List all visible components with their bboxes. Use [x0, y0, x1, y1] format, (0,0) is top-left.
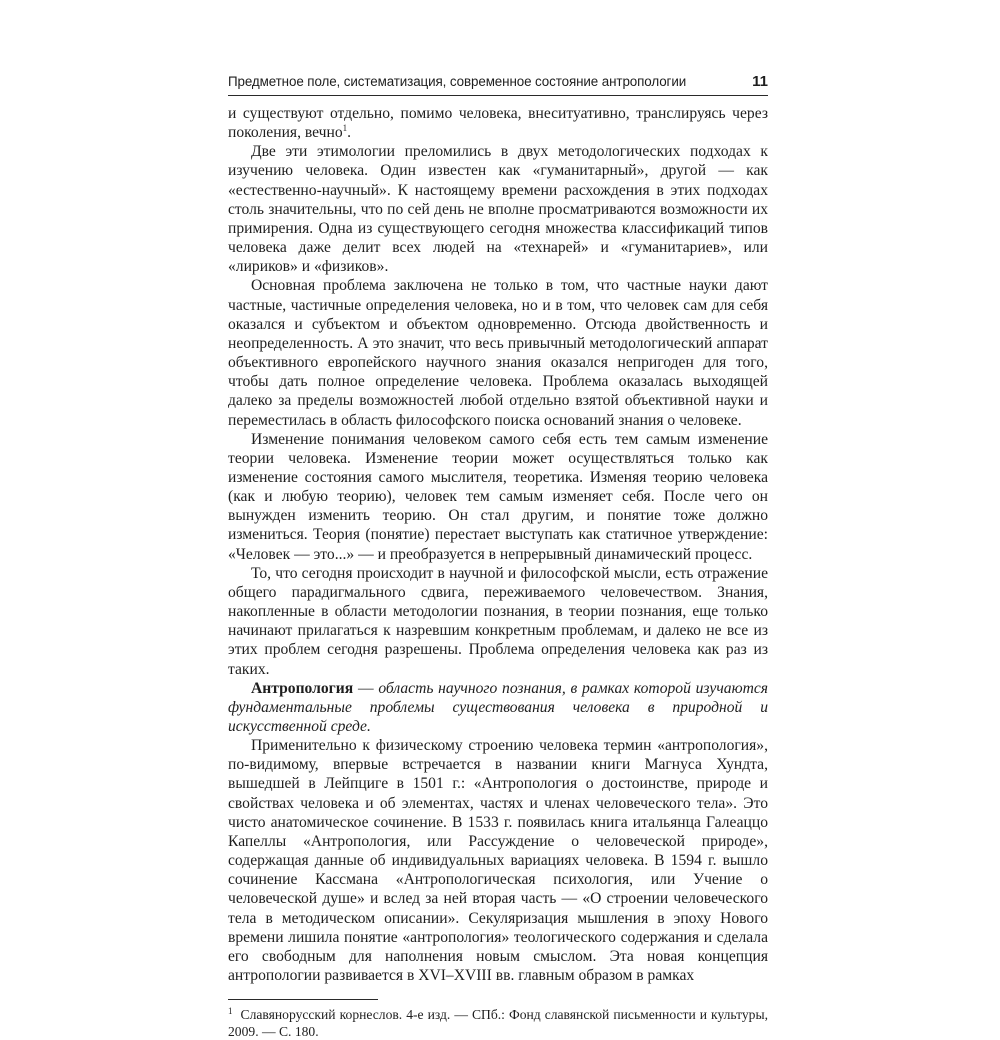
paragraph-text: Изменение понимания человеком самого себя есть тем самым изменение теории человека. Изменение теории может осуществляться только как изменение состояния самого мыслителя, теоретика. Изменяя теорию человека (как и любую теорию), человек тем самым изменяет себя. После чего он вынужден изменить теорию. Он стал другим, и понятие тоже должно измениться. Теория (понятие) перестает выступать как статичное утверждение: «Человек — это...» — и преобразуется в непрерывный динамический процесс. [228, 430, 768, 563]
definition-dash: — [353, 679, 379, 697]
paragraph [228, 276, 768, 429]
paragraph [228, 142, 768, 276]
running-header-title: Предметное поле, систематизация, современное состояние антропологии [228, 74, 687, 89]
footnote-text: Славянорусский корнеслов. 4-е изд. — СПб.: Фонд славянской письменности и культуры, 2009. — С. 180. [228, 1007, 768, 1040]
page-number: 11 [752, 73, 768, 90]
book-page [228, 74, 768, 1040]
definition-term: Антропология [251, 679, 354, 697]
footnote [228, 1006, 768, 1040]
paragraph [228, 564, 768, 679]
paragraph [228, 430, 768, 564]
paragraph-text: Две эти этимологии преломились в двух методологических подходах к изучению человека. Один известен как «гуманитарный», другой — как «естественно-научный». К настоящему времени расхождения в этих подходах столь значительны, что по сей день не вполне просматриваются возможности их примирения. Одна из существующего сегодня множества классификаций типов человека даже делит всех людей на «технарей» и «гуманитариев», или «лириков» и «физиков». [228, 143, 768, 276]
paragraph-text: и существуют отдельно, помимо человека, внеситуативно, транслируясь через поколения, вечно [228, 105, 768, 142]
definition-text: область научного познания, в рамках которой изучаются фундаментальные проблемы существования человека в природной и искусственной среде. [228, 679, 768, 735]
paragraph-text: То, что сегодня происходит в научной и философской мысли, есть отражение общего парадигмального сдвига, переживаемого человечеством. Знания, накопленные в области методологии познания, в теории познания, еще только начинают прилагаться к назревшим конкретным проблемам, и далеко не все из этих проблем сегодня разрешены. Проблема определения человека как раз из таких. [228, 564, 768, 678]
definition-paragraph [228, 679, 768, 736]
paragraph-text: Основная проблема заключена не только в том, что частные науки дают частные, частичные определения человека, но и в том, что человек сам для себя оказался и субъектом и объектом одновременно. Отсюда двойственность и неопределенность. А это значит, что весь привычный методологический аппарат объективного европейского научного знания оказался непригоден для того, чтобы дать полное определение человека. Проблема оказалась выходящей далеко за пределы возможностей любой отдельно взятой объективной науки и переместилась в область философского поиска оснований знания о человеке. [228, 277, 768, 429]
paragraph: и существуют отдельно, помимо человека, внеситуативно, транслируясь через поколения, вечно$^1$. [228, 105, 768, 142]
paragraph-text: Применительно к физическому строению человека термин «антропология», по-видимому, впервые встречается в названии книги Магнуса Хундта, вышедшей в Лейпциге в 1501 г.: «Антропология о достоинстве, природе и свойствах человека и об элементах, частях и членах человеческого тела». Это чисто анатомическое сочинение. В 1533 г. появилась книга итальянца Галеаццо Капеллы «Антропология, или Рассуждение о человеческой природе», содержащая данные об индивидуальных вариациях человека. В 1594 г. вышло сочинение Кассмана «Антропологическая психология, или Учение о человеческой душе» и вслед за ней вторая часть — «О строении человеческого тела в методическом описании». Секуляризация мышления в эпоху Нового времени лишила понятие «антропология» теологического содержания и сделала его свободным для наполнения новым смыслом. Эта новая концепция антропологии развивается в XVI–XVIII вв. главным образом в рамках [228, 737, 768, 985]
paragraph [228, 736, 768, 985]
body-text [228, 104, 768, 985]
running-header [228, 74, 768, 96]
footnote-reference: 1 [342, 122, 348, 133]
footnote-mark: 1 [228, 1005, 233, 1016]
